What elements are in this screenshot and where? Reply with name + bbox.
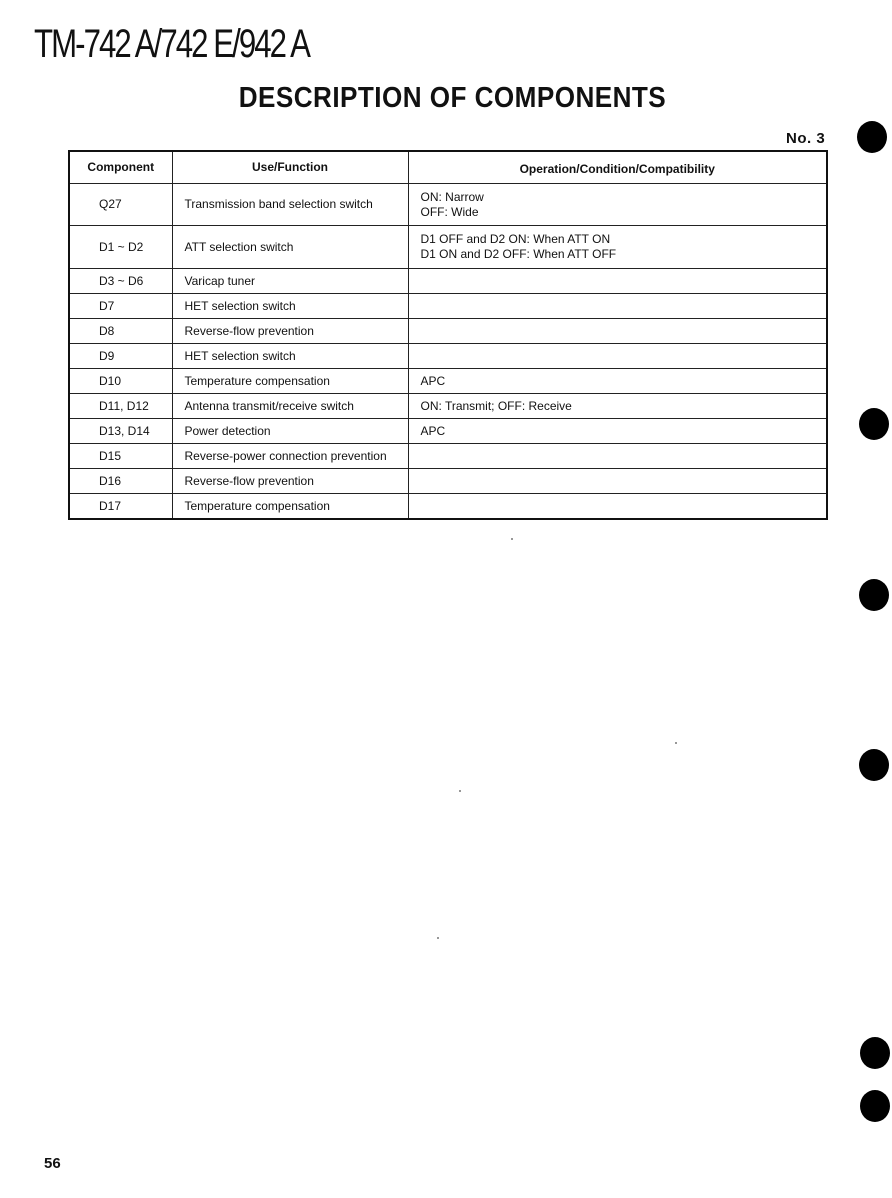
component-cell: D17	[69, 494, 172, 520]
scan-speck	[437, 937, 439, 939]
use-cell: Power detection	[172, 419, 408, 444]
component-cell: D3 ~ D6	[69, 269, 172, 294]
component-cell: D7	[69, 294, 172, 319]
column-header-operation: Operation/Condition/Compatibility	[408, 151, 827, 184]
operation-line: OFF: Wide	[420, 204, 479, 219]
use-cell: Temperature compensation	[172, 494, 408, 520]
table-row	[69, 369, 827, 394]
component-cell: D1 ~ D2	[69, 226, 172, 269]
table-row	[69, 469, 827, 494]
section-title-text: DESCRIPTION OF COMPONENTS	[238, 82, 666, 114]
operation-cell	[408, 419, 827, 444]
table-row	[69, 226, 827, 269]
table-row	[69, 294, 827, 319]
table-row	[69, 419, 827, 444]
column-header-component: Component	[69, 151, 172, 184]
operation-line: ON: Narrow	[420, 189, 484, 204]
operation-cell	[408, 369, 827, 394]
use-cell: Reverse-flow prevention	[172, 469, 408, 494]
component-cell: D13, D14	[69, 419, 172, 444]
table-header-row	[69, 151, 827, 184]
use-cell: Varicap tuner	[172, 269, 408, 294]
component-cell: D8	[69, 319, 172, 344]
use-cell: HET selection switch	[172, 294, 408, 319]
binder-hole-icon	[859, 579, 889, 611]
table-row	[69, 184, 827, 226]
component-cell: D15	[69, 444, 172, 469]
use-cell: Antenna transmit/receive switch	[172, 394, 408, 419]
operation-cell	[408, 444, 827, 469]
table-row	[69, 269, 827, 294]
operation-line: ON: Transmit; OFF: Receive	[420, 398, 572, 413]
model-title: TM-742 A/742 E/942 A	[34, 22, 309, 66]
operation-cell	[408, 469, 827, 494]
binder-hole-icon	[860, 1090, 890, 1122]
table-row	[69, 394, 827, 419]
page-number: 56	[44, 1155, 61, 1172]
column-header-use-function: Use/Function	[172, 151, 408, 184]
table-row	[69, 494, 827, 520]
operation-line: D1 OFF and D2 ON: When ATT ON	[420, 232, 611, 246]
components-table	[68, 150, 828, 520]
component-cell: D11, D12	[69, 394, 172, 419]
binder-hole-icon	[859, 408, 889, 440]
component-cell: D9	[69, 344, 172, 369]
use-cell: Temperature compensation	[172, 369, 408, 394]
operation-line: APC	[420, 423, 446, 438]
operation-cell	[408, 226, 827, 269]
operation-line: D1 ON and D2 OFF: When ATT OFF	[420, 247, 617, 261]
scan-speck	[675, 742, 677, 744]
table-row	[69, 319, 827, 344]
section-title	[0, 82, 892, 115]
operation-cell	[408, 344, 827, 369]
use-cell: Reverse-flow prevention	[172, 319, 408, 344]
component-cell: Q27	[69, 184, 172, 226]
operation-cell	[408, 319, 827, 344]
component-cell: D10	[69, 369, 172, 394]
binder-hole-icon	[859, 749, 889, 781]
component-cell: D16	[69, 469, 172, 494]
scan-speck	[459, 790, 461, 792]
operation-cell	[408, 269, 827, 294]
sheet-number: No. 3	[786, 130, 826, 147]
use-cell: Reverse-power connection prevention	[172, 444, 408, 469]
table-row	[69, 444, 827, 469]
table-row	[69, 344, 827, 369]
scan-speck	[511, 538, 513, 540]
operation-cell	[408, 184, 827, 226]
use-cell: ATT selection switch	[172, 226, 408, 269]
use-cell: Transmission band selection switch	[172, 184, 408, 226]
binder-hole-icon	[860, 1037, 890, 1069]
operation-cell	[408, 494, 827, 520]
use-cell: HET selection switch	[172, 344, 408, 369]
operation-line: APC	[420, 373, 446, 388]
binder-hole-icon	[857, 121, 887, 153]
operation-cell	[408, 394, 827, 419]
operation-cell	[408, 294, 827, 319]
